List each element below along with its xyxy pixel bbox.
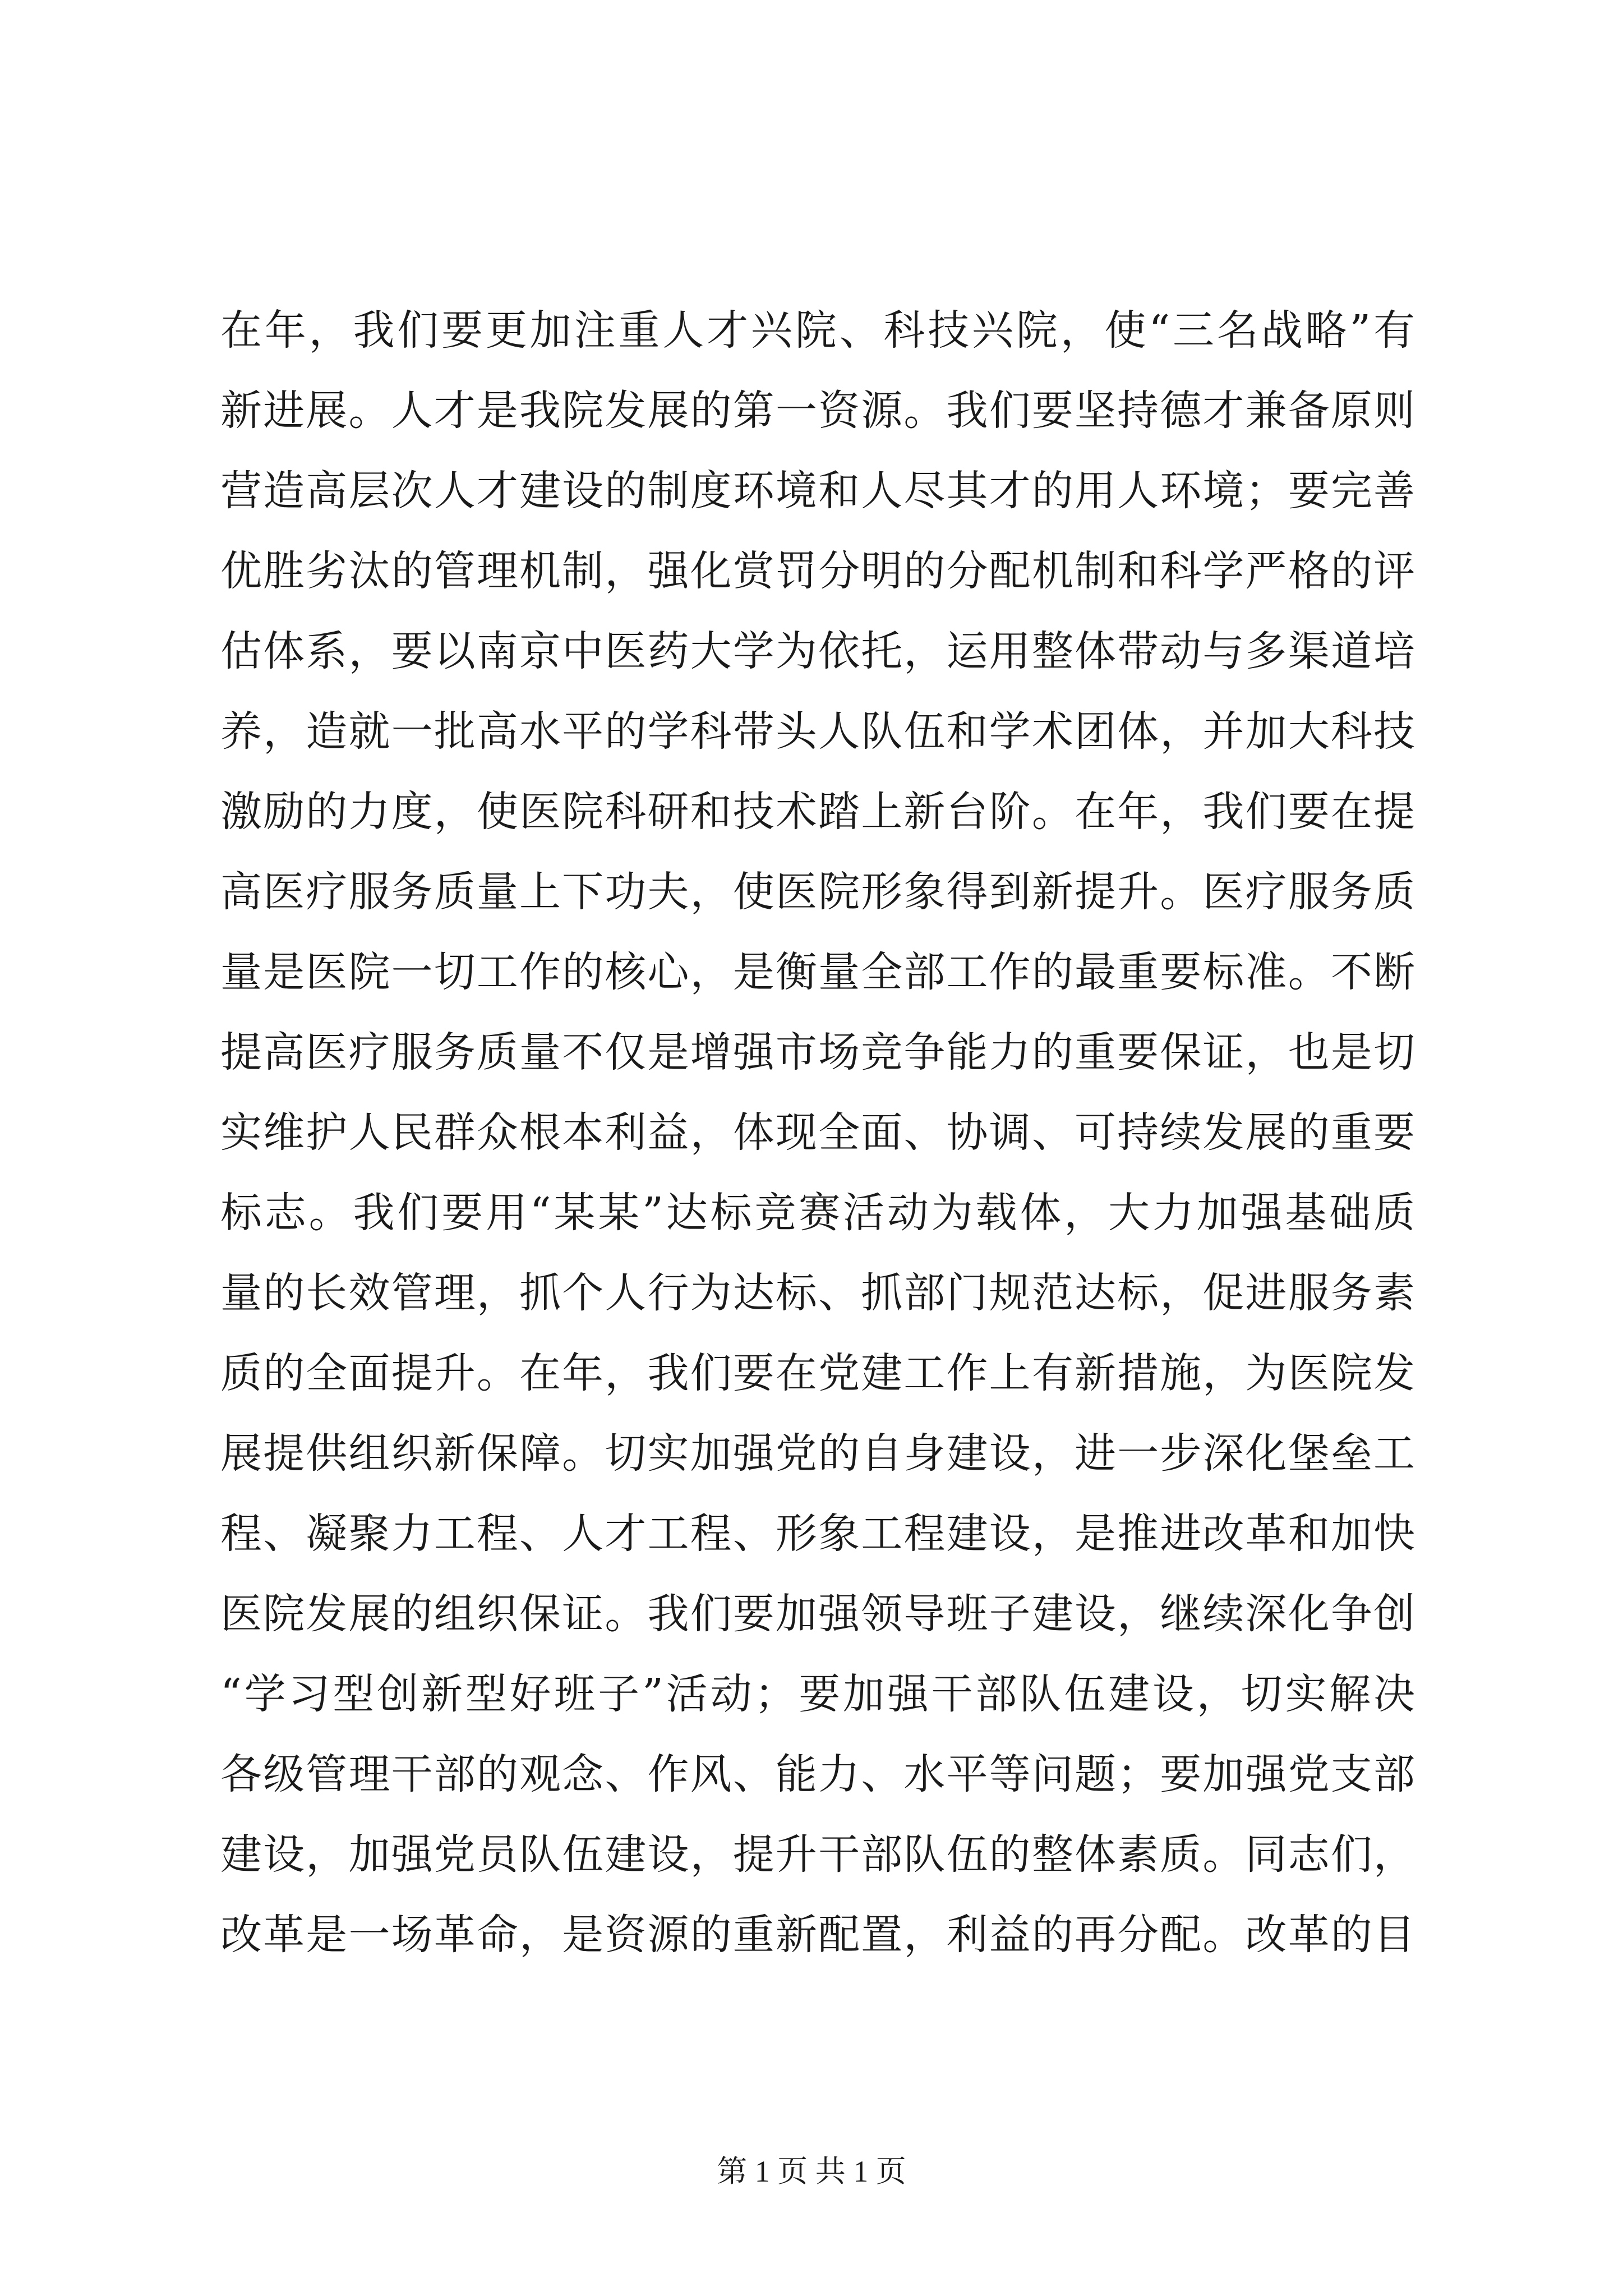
text-line: 优胜劣汰的管理机制，强化赏罚分明的分配机制和科学严格的评 <box>220 547 1415 595</box>
text-line: 建设，加强党员队伍建设，提升干部队伍的整体素质。同志们， <box>220 1830 1415 1879</box>
text-line: 在年，我们要更加注重人才兴院、科技兴院，使“三名战略”有 <box>220 306 1415 355</box>
page-number-footer: 第 1 页 共 1 页 <box>717 2155 906 2188</box>
text-line: 质的全面提升。在年，我们要在党建工作上有新措施，为医院发 <box>220 1349 1415 1397</box>
text-line: 营造高层次人才建设的制度环境和人尽其才的用人环境；要完善 <box>220 467 1415 515</box>
text-line: 养，造就一批高水平的学科带头人队伍和学术团体，并加大科技 <box>220 707 1415 756</box>
text-line: 程、凝聚力工程、人才工程、形象工程建设，是推进改革和加快 <box>220 1510 1415 1558</box>
text-line: 量是医院一切工作的核心，是衡量全部工作的最重要标准。不断 <box>220 948 1415 996</box>
text-line: “学习型创新型好班子”活动；要加强干部队伍建设，切实解决 <box>220 1670 1415 1718</box>
text-line: 标志。我们要用“某某”达标竞赛活动为载体，大力加强基础质 <box>220 1189 1415 1237</box>
text-line: 提高医疗服务质量不仅是增强市场竞争能力的重要保证，也是切 <box>220 1028 1415 1076</box>
text-line: 量的长效管理，抓个人行为达标、抓部门规范达标，促进服务素 <box>220 1269 1415 1317</box>
body-text <box>220 297 1415 1982</box>
text-line: 估体系，要以南京中医药大学为依托，运用整体带动与多渠道培 <box>220 627 1415 675</box>
text-line: 激励的力度，使医院科研和技术踏上新台阶。在年，我们要在提 <box>220 788 1415 836</box>
text-line: 医院发展的组织保证。我们要加强领导班子建设，继续深化争创 <box>220 1590 1415 1638</box>
text-line: 展提供组织新保障。切实加强党的自身建设，进一步深化堡垒工 <box>220 1429 1415 1478</box>
text-line: 实维护人民群众根本利益，体现全面、协调、可持续发展的重要 <box>220 1108 1415 1157</box>
text-line: 改革是一场革命，是资源的重新配置，利益的再分配。改革的目 <box>220 1911 1415 1959</box>
text-line: 新进展。人才是我院发展的第一资源。我们要坚持德才兼备原则 <box>220 386 1415 435</box>
text-line: 高医疗服务质量上下功夫，使医院形象得到新提升。医疗服务质 <box>220 868 1415 916</box>
text-line: 各级管理干部的观念、作风、能力、水平等问题；要加强党支部 <box>220 1750 1415 1798</box>
